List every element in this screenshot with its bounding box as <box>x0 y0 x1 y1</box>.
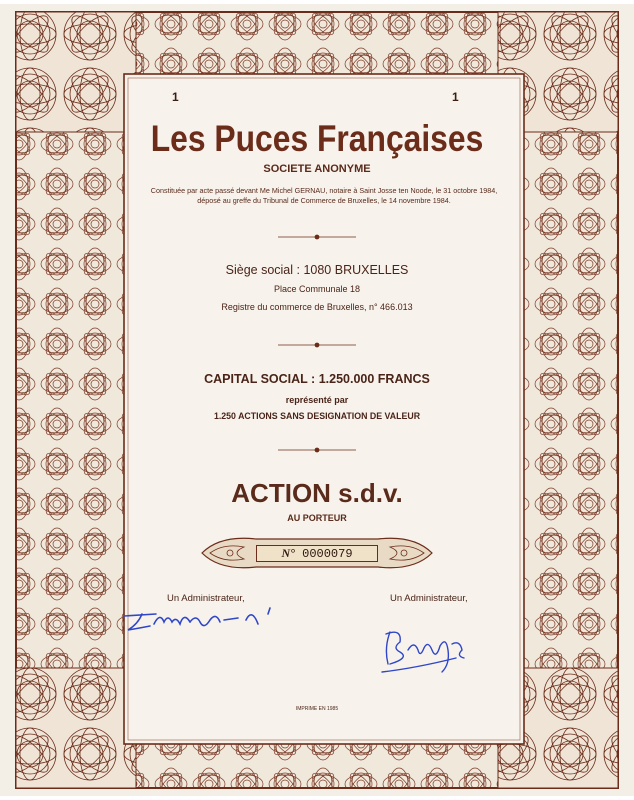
divider-ornament <box>278 446 356 454</box>
trade-register: Registre du commerce de Bruxelles, n° 466.013 <box>221 302 413 312</box>
serial-number-left: 1 <box>172 90 179 104</box>
print-year: IMPRIME EN 1985 <box>295 706 339 712</box>
divider-ornament <box>278 233 356 241</box>
action-title: ACTION s.d.v. <box>231 478 403 508</box>
divider-ornament <box>278 341 356 349</box>
signature-left <box>120 600 290 640</box>
company-name: Les Puces Françaises <box>150 118 484 159</box>
administrator-label-right: Un Administrateur, <box>390 593 468 604</box>
represented-by: représenté par <box>285 395 349 405</box>
number-value: 0000079 <box>302 547 353 561</box>
constitution-text: Constituée par acte passé devant Me Michel GERNAU, notaire à Saint Josse ten Noode, le 31 octobre 1984, déposé au greffe du Tribunal de Commerce de Bruxelles, le 14 novembre 1984. <box>150 186 498 205</box>
registered-office: Siège social : 1080 BRUXELLES <box>225 263 409 277</box>
number-prefix: N° <box>281 546 295 560</box>
certificate-number <box>256 545 378 562</box>
bearer-label: AU PORTEUR <box>287 513 347 523</box>
shares-count: 1.250 ACTIONS SANS DESIGNATION DE VALEUR <box>213 411 421 421</box>
administrator-label-left: Un Administrateur, <box>167 593 245 604</box>
share-capital: CAPITAL SOCIAL : 1.250.000 FRANCS <box>204 372 430 386</box>
office-address: Place Communale 18 <box>273 284 361 294</box>
signature-right <box>376 614 476 684</box>
company-form: SOCIETE ANONYME <box>263 163 371 175</box>
serial-number-right: 1 <box>452 90 459 104</box>
